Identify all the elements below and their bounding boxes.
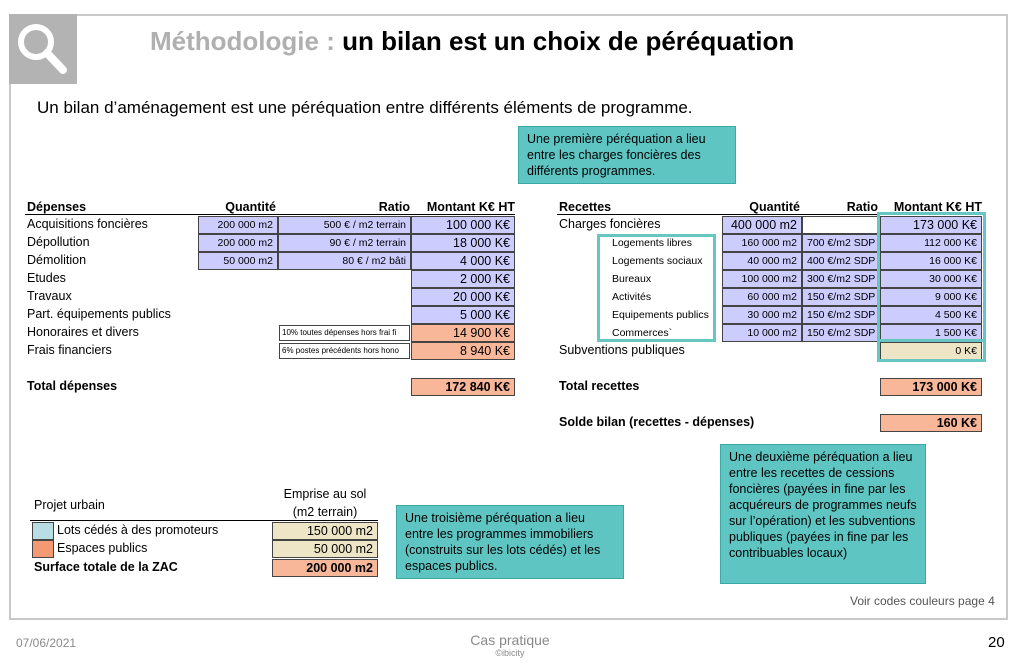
programme-amount: 1 500 K€ [880,324,982,342]
programme-amount: 9 000 K€ [880,288,982,306]
lots-cedes-swatch [32,522,54,540]
depenses-row-ratio: 500 € / m2 terrain [278,216,411,234]
programme-qty: 30 000 m2 [722,306,802,324]
depenses-row-amount: 4 000 K€ [411,252,515,270]
programme-ratio: 150 €/m2 SDP [802,306,880,324]
espaces-publics-swatch [32,540,54,558]
depenses-header: Dépenses [27,200,87,214]
recettes-ratio-header: Ratio [846,200,878,214]
depenses-row-ratio: 6% postes précédents hors hono [279,343,410,359]
depenses-row-ratio: 80 € / m2 bâti [278,252,411,270]
depenses-row-amount: 20 000 K€ [411,288,515,306]
depenses-row-amount: 100 000 K€ [411,216,515,234]
depenses-row-amount: 14 900 K€ [411,324,515,342]
page-subtitle: Un bilan d’aménagement est une péréquation entre différents éléments de programme. [37,98,693,117]
charges-foncieres-label: Charges foncières [559,217,661,231]
programme-label: Commerces` [612,327,673,339]
projet-row-value: 50 000 m2 [272,540,378,558]
depenses-ratio-header: Ratio [378,200,410,214]
depenses-row-qty: 50 000 m2 [198,252,278,270]
note-first-perequation: Une première péréquation a lieu entre les charges foncières des différents programmes. [518,126,736,184]
programme-qty: 160 000 m2 [722,234,802,252]
depenses-row-label: Travaux [27,289,72,303]
programme-amount: 16 000 K€ [880,252,982,270]
page-title: Méthodologie : un bilan est un choix de péréquation [150,26,795,56]
footer-title: Cas pratique [470,632,550,648]
footer-center [440,632,580,658]
note-second-perequation: Une deuxième péréquation a lieu entre les recettes de cessions foncières (payées in fine par les acquéreurs de programmes neufs sur l’opération) et les subventions publiques (payées in fine par les contribuables locaux) [720,444,926,584]
projet-header-rule [30,520,378,521]
recettes-qty-header: Quantité [749,200,800,214]
programme-ratio: 150 €/m2 SDP [802,324,880,342]
depenses-row-label: Etudes [27,271,66,285]
subventions-label: Subventions publiques [559,343,685,357]
projet-col-header-2: (m2 terrain) [292,505,358,519]
recettes-amount-header: Montant K€ HT [893,200,982,214]
programme-qty: 100 000 m2 [722,270,802,288]
depenses-row-label: Part. équipements publics [27,307,171,321]
programme-label: Equipements publics [612,309,709,321]
depenses-row-amount: 5 000 K€ [411,306,515,324]
depenses-row-label: Acquisitions foncières [27,217,148,231]
projet-row-value: 150 000 m2 [272,522,378,540]
depenses-row-label: Dépollution [27,235,90,249]
programme-label: Bureaux [612,273,652,285]
see-colors-note: Voir codes couleurs page 4 [850,594,995,608]
projet-row-label: Lots cédés à des promoteurs [57,523,219,537]
depenses-row-ratio: 90 € / m2 terrain [278,234,411,252]
charges-foncieres-qty: 400 000 m2 [722,216,802,234]
depenses-amount-header: Montant K€ HT [426,200,515,214]
programme-ratio: 150 €/m2 SDP [802,288,880,306]
footer-date: 07/06/2021 [16,636,77,650]
magnifier-icon [15,20,71,78]
depenses-qty-header: Quantité [225,200,276,214]
amounts-highlight-frame [877,212,986,342]
depenses-row-qty: 200 000 m2 [198,216,278,234]
charges-foncieres-ratio [802,216,880,234]
programme-qty: 40 000 m2 [722,252,802,270]
depenses-row-amount: 2 000 K€ [411,270,515,288]
depenses-row-ratio: 10% toutes dépenses hors frai fi [279,325,410,341]
depenses-row-label: Honoraires et divers [27,325,139,339]
projet-total-value: 200 000 m2 [272,559,378,577]
programme-ratio: 300 €/m2 SDP [802,270,880,288]
magnifier-badge [9,14,77,84]
note-third-perequation: Une troisième péréquation a lieu entre les programmes immobiliers (construits sur les lots cédés) et les espaces publics. [396,505,624,579]
page-number: 20 [988,634,1005,651]
programme-label: Logements libres [612,237,692,249]
depenses-row-label: Frais financiers [27,343,112,357]
programme-label: Logements sociaux [612,255,703,267]
recettes-total-label: Total recettes [559,379,640,393]
depenses-total-label: Total dépenses [27,379,118,393]
programme-amount: 112 000 K€ [880,234,982,252]
depenses-header-rule [25,214,515,215]
programme-amount: 4 500 K€ [880,306,982,324]
programme-label: Activités [612,291,652,303]
programme-qty: 10 000 m2 [722,324,802,342]
subventions-amount: 0 K€ [880,342,982,360]
programme-ratio: 400 €/m2 SDP [802,252,880,270]
subventions-highlight-frame [877,339,986,362]
depenses-total-amount: 172 840 K€ [411,378,515,396]
recettes-total-amount: 173 000 K€ [880,378,982,396]
programmes-highlight-frame [597,234,716,342]
depenses-row-amount: 18 000 K€ [411,234,515,252]
recettes-header: Recettes [559,200,612,214]
depenses-row-qty: 200 000 m2 [198,234,278,252]
programme-qty: 60 000 m2 [722,288,802,306]
solde-amount: 160 K€ [880,414,982,432]
programme-amount: 30 000 K€ [880,270,982,288]
depenses-row-label: Démolition [27,253,87,267]
footer-copyright: ©ibicity [495,648,525,658]
projet-total-label: Surface totale de la ZAC [34,560,178,574]
projet-row-label: Espaces publics [57,541,148,555]
charges-foncieres-amount: 173 000 K€ [880,216,982,234]
depenses-row-amount: 8 940 K€ [411,342,515,360]
projet-header: Projet urbain [34,498,105,512]
solde-label: Solde bilan (recettes - dépenses) [559,415,755,429]
projet-col-header-1: Emprise au sol [283,487,367,501]
programme-ratio: 700 €/m2 SDP [802,234,880,252]
